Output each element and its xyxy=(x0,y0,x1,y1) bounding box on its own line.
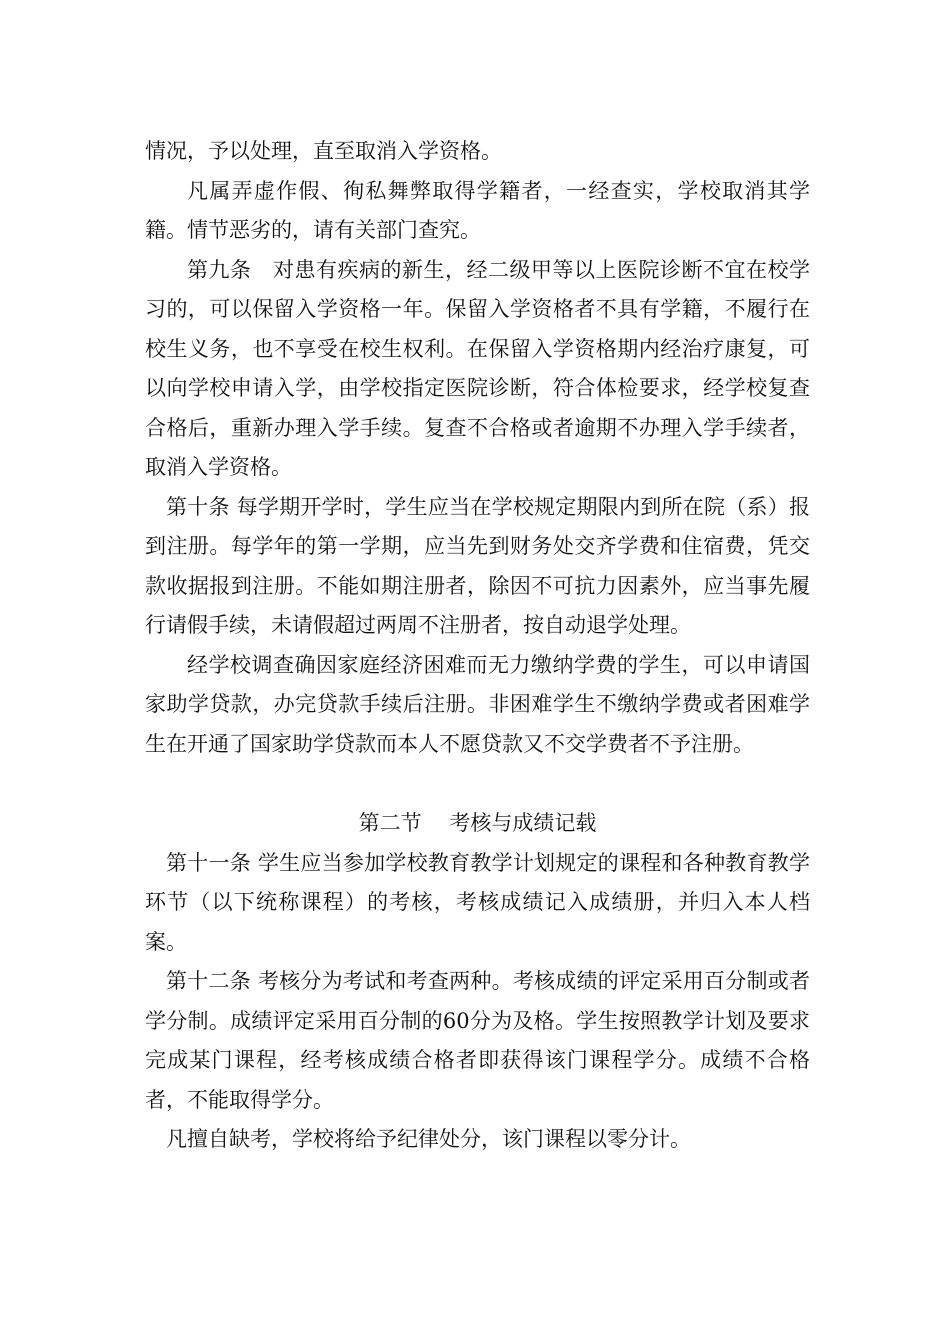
paragraph-article-11: 第十一条 学生应当参加学校教育教学计划规定的课程和各种教育教学环节（以下统称课程）的考核，考核成绩记入成绩册，并归入本人档案。 xyxy=(145,850,810,954)
paragraph-fraud: 凡属弄虚作假、徇私舞弊取得学籍者，一经查实，学校取消其学籍。情节恶劣的，请有关部门查究。 xyxy=(145,178,810,242)
paragraph-article-10: 第十条 每学期开学时，学生应当在学校规定期限内到所在院（系）报到注册。每学年的第一学期，应当先到财务处交齐学费和住宿费，凭交款收据报到注册。不能如期注册者，除因不可抗力因素外，应当事先履行请假手续，未请假超过两周不注册者，按自动退学处理。 xyxy=(145,494,810,637)
paragraph-article-9: 第九条 对患有疾病的新生，经二级甲等以上医院诊断不宜在校学习的，可以保留入学资格一年。保留入学资格者不具有学籍，不履行在校生义务，也不享受在校生权利。在保留入学资格期内经治疗康复，可以向学校申请入学，由学校指定医院诊断，符合体检要求，经学校复查合格后，重新办理入学手续。复查不合格或者逾期不办理入学手续者，取消入学资格。 xyxy=(145,257,810,479)
section-gap xyxy=(145,764,810,804)
section-heading: 第二节 考核与成绩记载 xyxy=(358,811,597,835)
paragraph-absence: 凡擅自缺考，学校将给予纪律处分，该门课程以零分计。 xyxy=(166,1127,691,1151)
paragraph-article-12: 第十二条 考核分为考试和考查两种。考核成绩的评定采用百分制或者学分制。成绩评定采用百分制的60分为及格。学生按照教学计划及要求完成某门课程，经考核成绩合格者即获得该门课程学分。成绩不合格者，不能取得学分。 xyxy=(145,969,810,1112)
paragraph-continuation: 情况，予以处理，直至取消入学资格。 xyxy=(145,139,502,163)
paragraph-loans: 经学校调查确因家庭经济困难而无力缴纳学费的学生，可以申请国家助学贷款，办完贷款手续后注册。非困难学生不缴纳学费或者困难学生在开通了国家助学贷款而本人不愿贷款又不交学费者不予注册。 xyxy=(145,652,810,756)
document-body xyxy=(145,132,810,1160)
